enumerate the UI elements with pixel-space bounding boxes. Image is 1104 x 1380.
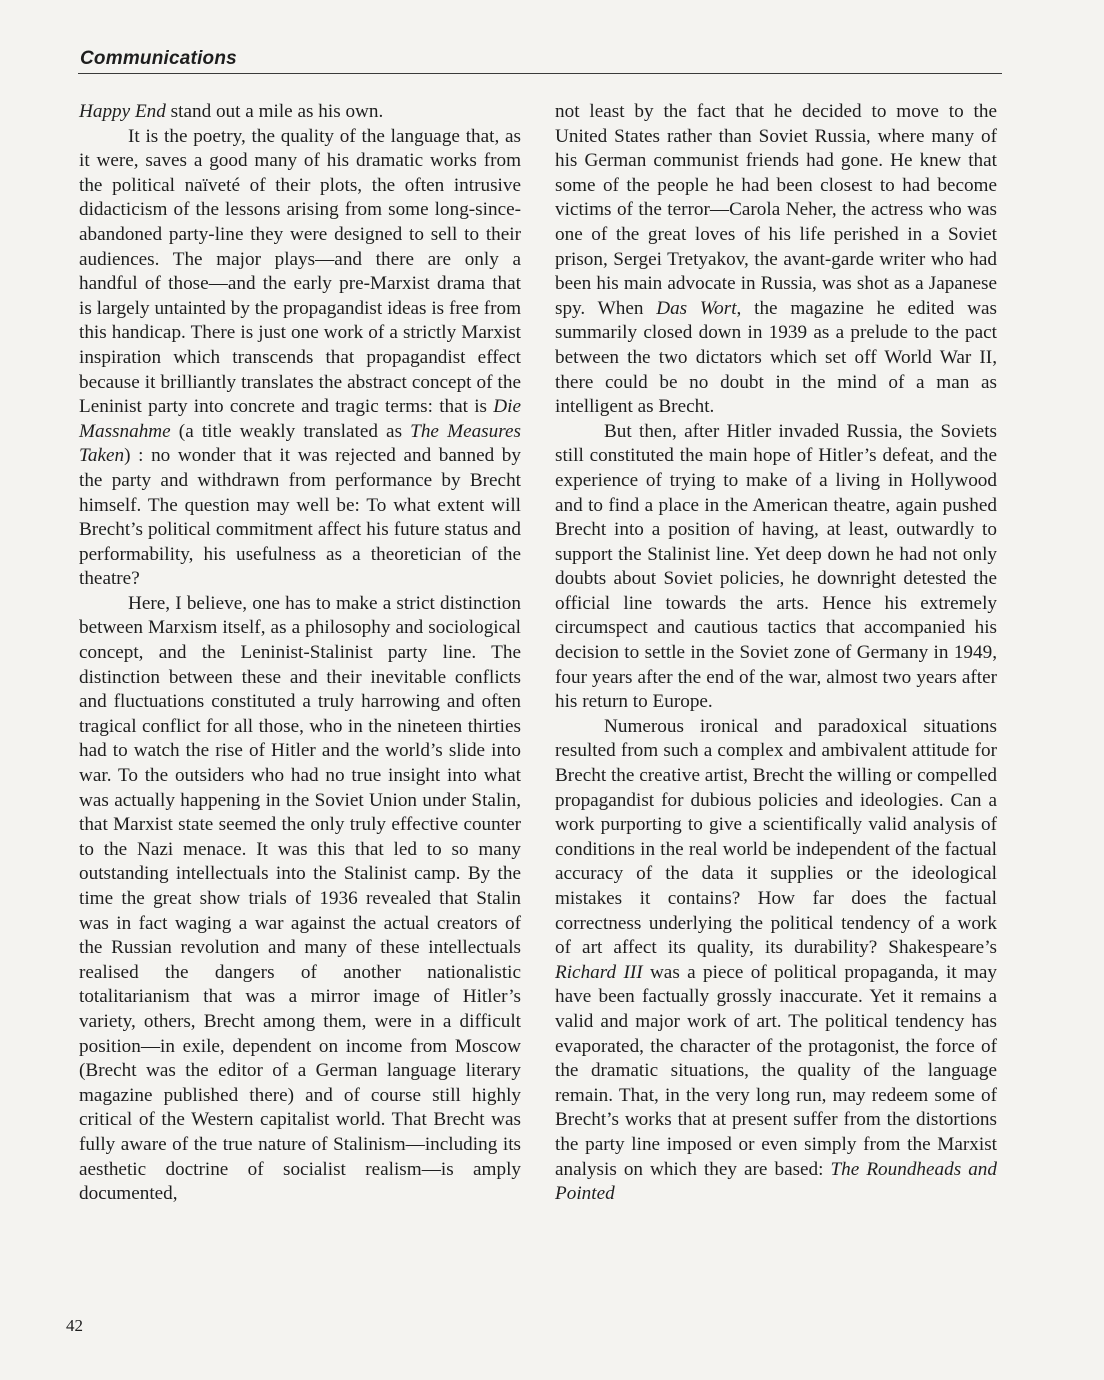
text-run: Numerous ironical and paradoxical situations resulted from such a complex and ambivalent attitude for Brecht the creative artist, Brecht the willing or compelled propagandist for dubious policies and ideologies. Can a work purporting to give a scientifically valid analysis of conditions in the real world be independent of the factual accuracy of the data it supplies or the ideological mistakes it contains? How far does the factual correctness underlying the political tendency of a work of art affect its quality, its durability? Shakespeare’s bbox=[555, 715, 997, 959]
italic-title: The Roundheads and Pointed bbox=[555, 1158, 997, 1205]
paragraph bbox=[79, 125, 521, 592]
page-number: 42 bbox=[66, 1316, 83, 1335]
left-column bbox=[79, 100, 521, 1207]
italic-title: Richard III bbox=[555, 961, 643, 983]
paragraph bbox=[555, 420, 997, 715]
right-column bbox=[555, 100, 997, 1207]
text-run: Here, I believe, one has to make a strict distinction between Marxism itself, as a philosophy and sociological concept, and the Leninist-Stalinist party line. The distinction between these and their inevitable conflicts and fluctuations constituted a truly harrowing and often tragical conflict for all those, who in the nineteen thirties had to watch the rise of Hitler and the world’s slide into war. To the outsiders who had no true insight into what was actually happening in the Soviet Union under Stalin, that Marxist state seemed the only truly effective counter to the Nazi menace. It was this that led to so many outstanding intellectuals into the Stalinist camp. By the time the great show trials of 1936 revealed that Stalin was in fact waging a war against the actual creators of the Russian revolution and many of these intellectuals realised the dangers of another nationalistic totalitarianism that was a mirror image of Hitler’s variety, others, Brecht among them, were in a difficult position—in exile, dependent on income from Moscow (Brecht was the editor of a German language literary magazine published there) and of course still highly critical of the Western capitalist world. That Brecht was fully aware of the true nature of Stalinism—including its aesthetic doctrine of socialist realism—is amply documented, bbox=[79, 592, 521, 1205]
text-run: not least by the fact that he decided to move to the United States rather than Soviet Russia, where many of his German communist friends had gone. He knew that some of the people he had been closest to had become victims of the terror—Carola Neher, the actress who was one of the great loves of his life perished in a Soviet prison, Sergei Tretyakov, the avant-garde writer who had been his main advocate in Russia, was shot as a Japanese spy. When bbox=[555, 101, 997, 319]
text-run: ) : no wonder that it was rejected and banned by the party and withdrawn from performance by Brecht himself. The question may well be: To what extent will Brecht’s political commitment affect his future status and performability, his usefulness as a theoretician of the theatre? bbox=[79, 445, 521, 590]
italic-title: The Measures Taken bbox=[79, 420, 521, 467]
paragraph bbox=[555, 715, 997, 1207]
italic-title: Das Wort bbox=[656, 297, 737, 319]
header-rule bbox=[78, 73, 1002, 74]
text-run: stand out a mile as his own. bbox=[165, 101, 384, 122]
italic-title: Die Massnahme bbox=[79, 396, 521, 442]
paragraph bbox=[555, 100, 997, 420]
text-run: (a title weakly translated as bbox=[170, 420, 411, 442]
paragraph bbox=[79, 592, 521, 1207]
text-run: But then, after Hitler invaded Russia, the Soviets still constituted the main hope of Hitler’s defeat, and the experience of trying to make of a living in Hollywood and to find a place in the American theatre, again pushed Brecht into a position of having, at least, outwardly to support the Stalinist line. Yet deep down he had not only doubts about Soviet policies, he downright detested the official line towards the arts. Hence his extremely circumspect and cautious tactics that accompanied his decision to settle in the Soviet zone of Germany in 1949, four years after the end of the war, almost two years after his return to Europe. bbox=[555, 420, 997, 713]
running-head: Communications bbox=[80, 48, 237, 69]
text-run: was a piece of political propaganda, it may have been factually grossly inaccurate. Yet it remains a valid and major work of art. The political tendency has evaporated, the character of the protagonist, the force of the dramatic situations, the quality of the language remain. That, in the very long run, may redeem some of Brecht’s works that at present suffer from the distortions the party line imposed or even simply from the Marxist analysis on which they are based: bbox=[555, 961, 997, 1180]
text-run: It is the poetry, the quality of the language that, as it were, saves a good many of his dramatic works from the political naïveté of their plots, the often intrusive didacticism of the lessons arising from some long-since-abandoned party-line they were designed to sell to their audiences. The major plays—and there are only a handful of those—and the early pre-Marxist drama that is largely untainted by the propagandist ideas is free from this handicap. There is just one work of a strictly Marxist inspiration which transcends that propagandist effect because it brilliantly translates the abstract concept of the Leninist party into concrete and tragic terms: that is bbox=[79, 125, 521, 418]
text-run: , the magazine he edited was summarily closed down in 1939 as a prelude to the pact between the two dictators which set off World War II, there could be no doubt in the mind of a man as intelligent as Brecht. bbox=[555, 297, 998, 418]
italic-title: Happy End bbox=[79, 101, 166, 122]
paragraph bbox=[79, 100, 521, 125]
